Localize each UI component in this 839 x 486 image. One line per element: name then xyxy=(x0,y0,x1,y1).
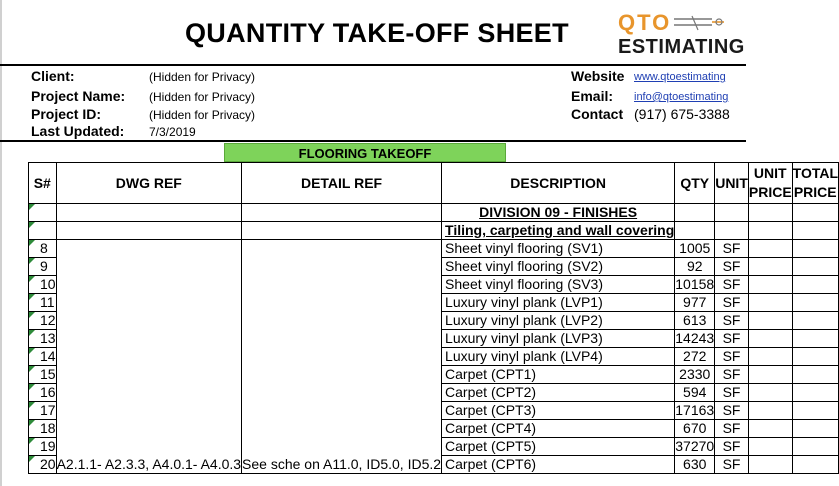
total-price-cell xyxy=(792,420,838,438)
table-cell xyxy=(715,222,749,240)
qty-cell: 594 xyxy=(675,384,715,402)
unit-cell: SF xyxy=(715,312,749,330)
row-number xyxy=(29,276,57,294)
unit-price-cell xyxy=(748,276,792,294)
subheading-row xyxy=(29,222,839,240)
col-total-price: TOTAL PRICE xyxy=(792,163,838,204)
row-number xyxy=(29,258,57,276)
row-number xyxy=(29,438,57,456)
qty-cell: 17163 xyxy=(675,402,715,418)
website-link[interactable]: www.qtoestimating xyxy=(634,71,726,83)
qty-cell: 272 xyxy=(675,348,715,366)
row-number-text: 20 xyxy=(40,456,56,472)
total-price-cell xyxy=(792,384,838,402)
description-cell: Luxury vinyl plank (LVP4) xyxy=(442,348,675,366)
description-cell: Carpet (CPT2) xyxy=(442,384,675,402)
unit-cell: SF xyxy=(715,294,749,312)
unit-cell: SF xyxy=(715,258,749,276)
sheet-left-edge xyxy=(0,0,2,486)
table-row xyxy=(29,240,839,258)
table-cell xyxy=(792,222,838,240)
client-label: Client: xyxy=(31,68,75,84)
description-cell: Luxury vinyl plank (LVP1) xyxy=(442,294,675,312)
description-cell: Luxury vinyl plank (LVP3) xyxy=(442,330,675,348)
table-cell xyxy=(242,204,442,222)
total-price-cell xyxy=(792,366,838,384)
row-number xyxy=(29,240,57,258)
caliper-logo-icon xyxy=(672,14,728,36)
contact-label: Contact xyxy=(571,106,624,122)
row-number xyxy=(29,294,57,312)
qty-cell: 2330 xyxy=(675,366,715,384)
unit-price-cell xyxy=(748,348,792,366)
contact-value: (917) 675-3388 xyxy=(634,106,730,122)
table-cell xyxy=(242,222,442,240)
description-cell: Carpet (CPT1) xyxy=(442,366,675,384)
row-number-text: 16 xyxy=(40,384,56,400)
unit-cell: SF xyxy=(715,420,749,438)
qty-cell: 92 xyxy=(675,258,715,276)
total-price-cell xyxy=(792,438,838,456)
client-value: (Hidden for Privacy) xyxy=(149,70,256,84)
division-heading: DIVISION 09 - FINISHES xyxy=(442,204,675,222)
total-price-cell xyxy=(792,312,838,330)
col-unit: UNIT xyxy=(715,163,749,204)
unit-price-cell xyxy=(748,438,792,456)
unit-price-cell xyxy=(748,240,792,258)
unit-price-cell xyxy=(748,294,792,312)
takeoff-table xyxy=(28,162,839,474)
col-qty: QTY xyxy=(675,163,715,204)
row-number-text: 8 xyxy=(40,240,48,256)
total-price-cell xyxy=(792,258,838,276)
unit-price-cell xyxy=(748,312,792,330)
description-cell: Carpet (CPT5) xyxy=(442,438,675,456)
unit-cell: SF xyxy=(715,438,749,456)
division-row xyxy=(29,204,839,222)
unit-price-cell xyxy=(748,402,792,420)
total-price-cell xyxy=(792,348,838,366)
row-number-text: 19 xyxy=(40,438,56,454)
unit-price-cell xyxy=(748,456,792,474)
unit-cell: SF xyxy=(715,240,749,258)
website-label: Website xyxy=(571,68,625,84)
total-price-cell xyxy=(792,402,838,420)
unit-cell: SF xyxy=(715,384,749,402)
qty-cell: 977 xyxy=(675,294,715,312)
info-divider xyxy=(0,140,746,142)
row-number xyxy=(29,312,57,330)
row-number-text: 13 xyxy=(40,330,56,346)
description-cell: Sheet vinyl flooring (SV2) xyxy=(442,258,675,276)
unit-price-cell xyxy=(748,384,792,402)
table-cell xyxy=(675,204,715,222)
col-sno: S# xyxy=(29,163,57,204)
qty-cell: 14243 xyxy=(675,330,715,346)
row-number xyxy=(29,456,57,474)
table-cell xyxy=(748,204,792,222)
project-name-value: (Hidden for Privacy) xyxy=(149,90,256,104)
qty-cell: 613 xyxy=(675,312,715,330)
email-label: Email: xyxy=(571,88,614,104)
logo-qto-text: QTO xyxy=(618,10,672,35)
qty-cell: 10158 xyxy=(675,276,715,292)
unit-cell: SF xyxy=(715,456,749,474)
qty-cell: 630 xyxy=(675,456,715,474)
row-number-text: 18 xyxy=(40,420,56,436)
project-id-value: (Hidden for Privacy) xyxy=(149,108,256,122)
description-cell: Luxury vinyl plank (LVP2) xyxy=(442,312,675,330)
project-name-label: Project Name: xyxy=(31,88,126,104)
unit-cell: SF xyxy=(715,366,749,384)
unit-price-cell xyxy=(748,420,792,438)
table-cell xyxy=(792,204,838,222)
row-number-text: 9 xyxy=(40,258,48,274)
row-number-text: 17 xyxy=(40,402,56,418)
unit-cell: SF xyxy=(715,402,749,420)
table-cell xyxy=(748,222,792,240)
table-cell xyxy=(29,222,57,240)
row-number xyxy=(29,366,57,384)
table-cell xyxy=(675,222,715,240)
row-number xyxy=(29,330,57,348)
total-price-cell xyxy=(792,276,838,294)
row-number xyxy=(29,402,57,420)
subheading-text: Tiling, carpeting and wall covering xyxy=(442,222,675,240)
header-row xyxy=(29,163,839,204)
col-dwg-ref: DWG REF xyxy=(56,163,241,204)
unit-cell: SF xyxy=(715,276,749,294)
col-description: DESCRIPTION xyxy=(442,163,675,204)
logo-estimating-text: ESTIMATING xyxy=(618,36,745,58)
qty-cell: 37270 xyxy=(675,438,715,454)
row-number-text: 10 xyxy=(40,276,56,292)
table-cell xyxy=(56,222,241,240)
description-cell: Sheet vinyl flooring (SV3) xyxy=(442,276,675,294)
row-number-text: 15 xyxy=(40,366,56,382)
qty-cell: 1005 xyxy=(675,240,715,258)
detail-ref-cell: See sche on A11.0, ID5.0, ID5.2 xyxy=(242,240,442,474)
row-number-text: 11 xyxy=(40,294,55,310)
description-cell: Carpet (CPT3) xyxy=(442,402,675,420)
total-price-cell xyxy=(792,456,838,474)
unit-price-cell xyxy=(748,258,792,276)
section-title-bar: FLOORING TAKEOFF xyxy=(224,143,506,162)
sheet-title: QUANTITY TAKE-OFF SHEET xyxy=(185,18,569,48)
email-link[interactable]: info@qtoestimating xyxy=(634,91,729,103)
row-number-text: 12 xyxy=(40,312,56,328)
col-detail-ref: DETAIL REF xyxy=(242,163,442,204)
unit-price-cell xyxy=(748,330,792,348)
total-price-cell xyxy=(792,240,838,258)
unit-price-cell xyxy=(748,366,792,384)
description-cell: Carpet (CPT4) xyxy=(442,420,675,438)
row-number-text: 14 xyxy=(40,348,56,364)
project-id-label: Project ID: xyxy=(31,106,102,122)
description-cell: Carpet (CPT6) xyxy=(442,456,675,474)
unit-cell: SF xyxy=(715,330,749,348)
total-price-cell xyxy=(792,330,838,348)
col-unit-price: UNIT PRICE xyxy=(748,163,792,204)
total-price-cell xyxy=(792,294,838,312)
row-number xyxy=(29,384,57,402)
unit-cell: SF xyxy=(715,348,749,366)
header-divider xyxy=(0,64,746,66)
table-cell xyxy=(29,204,57,222)
last-updated-label: Last Updated: xyxy=(31,123,125,139)
description-cell: Sheet vinyl flooring (SV1) xyxy=(442,240,675,258)
row-number xyxy=(29,420,57,438)
table-cell xyxy=(715,204,749,222)
qty-cell: 670 xyxy=(675,420,715,438)
dwg-ref-cell: A2.1.1- A2.3.3, A4.0.1- A4.0.3 xyxy=(56,240,241,474)
table-cell xyxy=(56,204,241,222)
row-number xyxy=(29,348,57,366)
last-updated-value: 7/3/2019 xyxy=(149,125,196,139)
